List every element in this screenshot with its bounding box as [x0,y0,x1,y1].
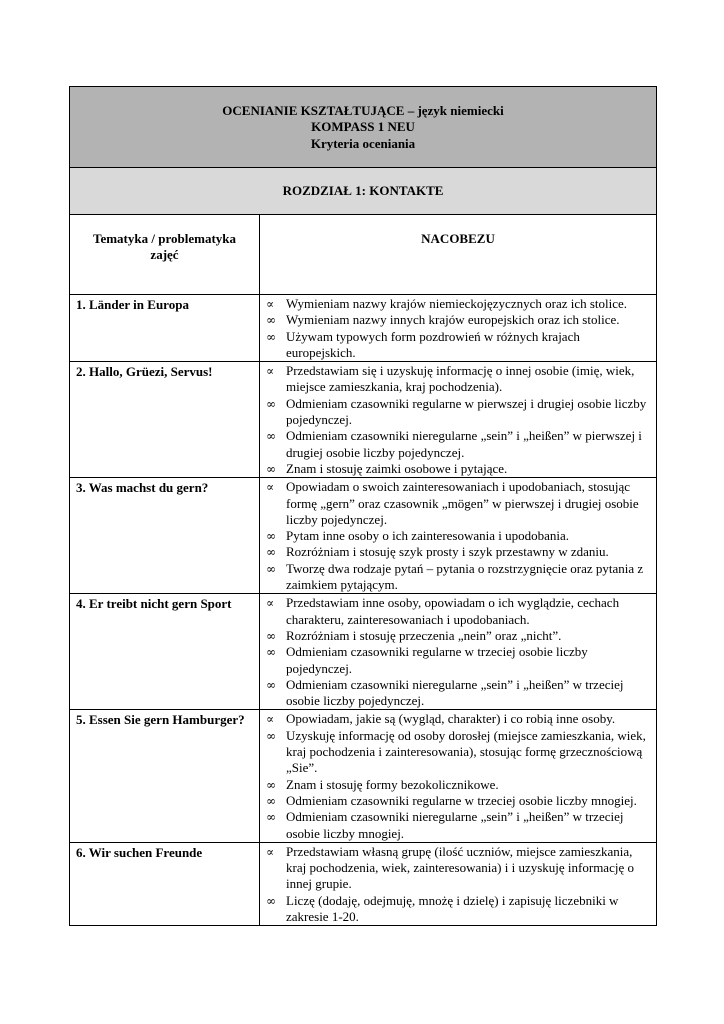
criteria-text: Rozróżniam i stosuję szyk prosty i szyk przestawny w zdaniu. [286,544,609,560]
topic-title: 3. Was machst du gern? [70,478,260,594]
bullet-symbol-icon: ∞ [266,329,276,344]
topic-title: 1. Länder in Europa [70,295,260,362]
table-row [70,842,657,925]
criteria-text: Odmieniam czasowniki nieregularne „sein” i „heißen” w trzeciej osobie liczby mnogiej. [286,809,624,841]
criteria-item [266,809,650,842]
bullet-symbol-icon: ∞ [266,561,276,576]
bullet-symbol-icon: ∝ [266,596,275,611]
document-subtitle: Kryteria oceniania [310,135,416,151]
column-header-criteria: NACOBEZU [260,215,657,295]
criteria-list [266,479,650,593]
criteria-text: Pytam inne osoby o ich zainteresowania i upodobania. [286,528,570,544]
chapter-title: ROZDZIAŁ 1: KONTAKTE [70,168,657,215]
criteria-text: Znam i stosuję zaimki osobowe i pytające. [286,460,508,476]
bullet-symbol-icon: ∞ [266,677,276,692]
criteria-cell [260,842,657,925]
criteria-list [266,711,650,841]
criteria-item [266,628,650,644]
bullet-symbol-icon: ∞ [266,313,276,328]
criteria-item [266,844,650,893]
criteria-text: Opowiadam o swoich zainteresowaniach i upodobaniach, stosując formę „gern” oraz czasownik „mögen” w pierwszej i drugiej osobie liczby pojedynczej. [286,479,639,527]
criteria-item [266,312,650,328]
bullet-symbol-icon: ∞ [266,529,276,544]
criteria-item [266,363,650,396]
criteria-text: Odmieniam czasowniki regularne w trzeciej osobie liczby pojedynczej. [286,644,588,676]
criteria-item [266,329,650,362]
criteria-text: Odmieniam czasowniki nieregularne „sein” i „heißen” w pierwszej i drugiej osobie liczby pojedynczej. [286,428,642,460]
bullet-symbol-icon: ∝ [266,844,275,859]
topic-title: 5. Essen Sie gern Hamburger? [70,710,260,842]
criteria-list [266,296,650,361]
topic-title: 2. Hallo, Grüezi, Servus! [70,362,260,478]
criteria-text: Odmieniam czasowniki regularne w trzeciej osobie liczby mnogiej. [286,792,637,808]
criteria-list [266,595,650,709]
criteria-item [266,677,650,710]
bullet-symbol-icon: ∞ [266,777,276,792]
criteria-item [266,544,650,560]
table-row [70,594,657,710]
chapter-row [70,168,657,215]
bullet-symbol-icon: ∝ [266,364,275,379]
bullet-symbol-icon: ∞ [266,810,276,825]
criteria-text: Wymieniam nazwy krajów niemieckojęzycznych oraz ich stolice. [286,296,628,311]
bullet-symbol-icon: ∞ [266,545,276,560]
criteria-item [266,396,650,429]
column-header-topic: Tematyka / problematyka zajęć [70,215,260,295]
document-title: OCENIANIE KSZTAŁTUJĄCE – język niemiecki [222,103,504,118]
criteria-text: Używam typowych form pozdrowień w różnych krajach europejskich. [286,328,580,360]
bullet-symbol-icon: ∞ [266,628,276,643]
criteria-text: Przedstawiam inne osoby, opowiadam o ich wyglądzie, cechach charakteru, zainteresowaniach i upodobaniach. [286,595,620,627]
table-row [70,362,657,478]
criteria-text: Znam i stosuję formy bezokolicznikowe. [286,776,499,792]
criteria-item [266,793,650,809]
criteria-cell [260,295,657,362]
criteria-rows [70,295,657,926]
criteria-text: Opowiadam, jakie są (wygląd, charakter) i co robią inne osoby. [286,711,616,727]
bullet-symbol-icon: ∞ [266,728,276,743]
criteria-text: Odmieniam czasowniki nieregularne „sein” i „heißen” w trzeciej osobie liczby pojedynczej. [286,676,624,709]
criteria-text: Przedstawiam własną grupę (ilość uczniów, miejsce zamieszkania, kraj pochodzenia, wiek, zainteresowania) i i uzyskuję informację o innej grupie. [286,843,634,892]
criteria-list [266,363,650,477]
criteria-item [266,561,650,594]
criteria-text: Liczę (dodaję, odejmuję, mnożę i dzielę) i zapisuję liczebniki w zakresie 1-20. [286,892,619,924]
bullet-symbol-icon: ∞ [266,893,276,908]
criteria-list [266,844,650,925]
column-header-row [70,215,657,295]
topic-title: 6. Wir suchen Freunde [70,842,260,925]
criteria-item [266,893,650,926]
bullet-symbol-icon: ∞ [266,429,276,444]
document-header [70,87,657,168]
bullet-symbol-icon: ∞ [266,793,276,808]
bullet-symbol-icon: ∝ [266,297,275,311]
criteria-item [266,296,650,312]
criteria-text: Odmieniam czasowniki regularne w pierwszej i drugiej osobie liczby pojedynczej. [286,395,647,428]
bullet-symbol-icon: ∞ [266,645,276,660]
criteria-item [266,644,650,677]
criteria-cell [260,594,657,710]
criteria-item [266,777,650,793]
criteria-cell [260,710,657,842]
criteria-text: Uzyskuję informację od osoby dorosłej (miejsce zamieszkania, wiek, kraj pochodzenia i zainteresowania), stosując formę grzecznościową „Sie”. [286,727,646,776]
bullet-symbol-icon: ∝ [266,712,275,727]
criteria-text: Przedstawiam się i uzyskuję informację o innej osobie (imię, wiek, miejsce zamieszkania, kraj pochodzenia). [286,363,635,395]
document-header-row [70,87,657,168]
criteria-item [266,461,650,477]
criteria-item [266,528,650,544]
criteria-item [266,711,650,727]
criteria-item [266,728,650,777]
criteria-table [69,86,657,926]
table-row [70,478,657,594]
textbook-name: KOMPASS 1 NEU [311,119,415,135]
criteria-cell [260,362,657,478]
bullet-symbol-icon: ∞ [266,461,276,476]
table-row [70,710,657,842]
criteria-item [266,595,650,628]
topic-title: 4. Er treibt nicht gern Sport [70,594,260,710]
criteria-item [266,428,650,461]
criteria-item [266,479,650,528]
bullet-symbol-icon: ∞ [266,396,276,411]
criteria-cell [260,478,657,594]
criteria-text: Rozróżniam i stosuję przeczenia „nein” oraz „nicht”. [286,627,562,643]
criteria-text: Wymieniam nazwy innych krajów europejskich oraz ich stolice. [286,312,620,328]
bullet-symbol-icon: ∝ [266,480,275,495]
table-row [70,295,657,362]
criteria-text: Tworzę dwa rodzaje pytań – pytania o rozstrzygnięcie oraz pytania z zaimkiem pytającym. [286,560,644,593]
